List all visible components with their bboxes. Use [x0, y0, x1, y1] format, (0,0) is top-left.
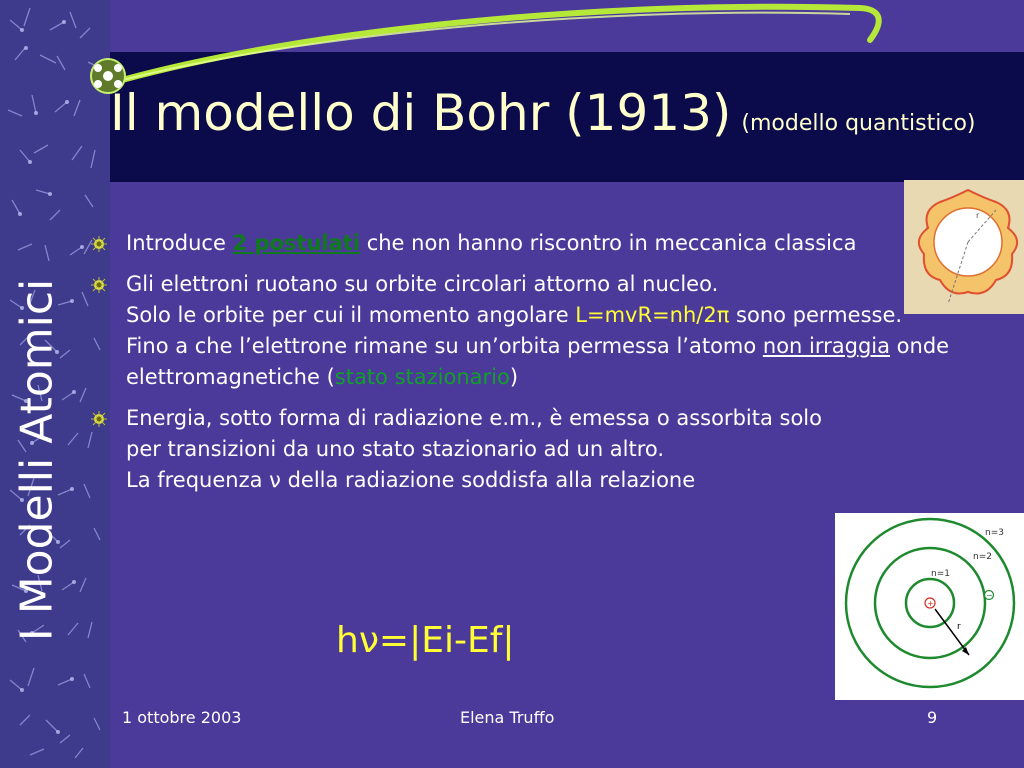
electron-minus-label: −: [986, 591, 993, 600]
title-subtitle: (modello quantistico): [741, 111, 976, 136]
bullet2-non-irraggia: non irraggia: [762, 334, 890, 358]
bullet3-line2-pre: La frequenza: [126, 468, 270, 492]
footer-date: 1 ottobre 2003: [122, 708, 242, 727]
bullet2-line3-mid: onde elettromagnetiche (: [126, 334, 950, 389]
bohr-orbits-diagram: [835, 513, 1024, 700]
footer-page-number: 9: [927, 708, 938, 727]
bullet-item: [90, 403, 846, 496]
bullet1-text-post: che non hanno riscontro in meccanica classica: [360, 231, 857, 255]
bullet-atom-icon: [90, 276, 108, 294]
bullet2-line3: [126, 331, 950, 393]
bullet-atom-icon: [90, 235, 108, 253]
radius-label: r: [957, 622, 961, 632]
orbit-n1-label: n=1: [931, 569, 950, 579]
bullet1-text-pre: Introduce: [126, 231, 233, 255]
bullet-atom-icon: [90, 410, 108, 428]
content-list: [90, 228, 950, 496]
orbit-n3-label: n=3: [985, 528, 1004, 538]
bullet-item: [90, 228, 950, 259]
nucleus-plus-label: +: [927, 599, 934, 608]
sidebar-title: I Modelli Atomici: [11, 278, 63, 642]
energy-frequency-formula: hν=|Ei-Ef|: [336, 620, 515, 661]
bullet2-line3-end: ): [509, 365, 519, 389]
bullet3-line1: Energia, sotto forma di radiazione e.m., è emessa o assorbita solo per transizioni da uno stato stazionario ad un altro.: [126, 406, 822, 461]
stato-stazionario: stato stazionario: [334, 365, 510, 389]
page-title: [110, 84, 976, 142]
bullet2-line1: Gli elettroni ruotano su orbite circolari attorno al nucleo.: [126, 272, 719, 296]
wave-r-label: r: [976, 211, 980, 220]
bullet2-line2-pre: Solo le orbite per cui il momento angolare: [126, 303, 576, 327]
bullet3-line2-post: della radiazione soddisfa alla relazione: [280, 468, 696, 492]
bullet-item: [90, 269, 950, 393]
bullet2-line2-post: sono permesse.: [729, 303, 903, 327]
bullet2-line2: [126, 300, 950, 331]
nu-symbol: ν: [269, 468, 281, 492]
bullet2-line3-pre: Fino a che l’elettrone rimane su un’orbita permessa l’atomo: [126, 334, 763, 358]
bohr-orbits-figure: [835, 513, 1024, 700]
footer-author: Elena Truffo: [460, 708, 555, 727]
bullet1-highlight: 2 postulati: [232, 231, 361, 255]
bullet3-line2: [126, 465, 846, 496]
orbit-n2-label: n=2: [973, 552, 992, 562]
angular-momentum-formula: L=mvR=nh/2π: [575, 303, 730, 327]
title-main: Il modello di Bohr (1913): [110, 84, 732, 142]
